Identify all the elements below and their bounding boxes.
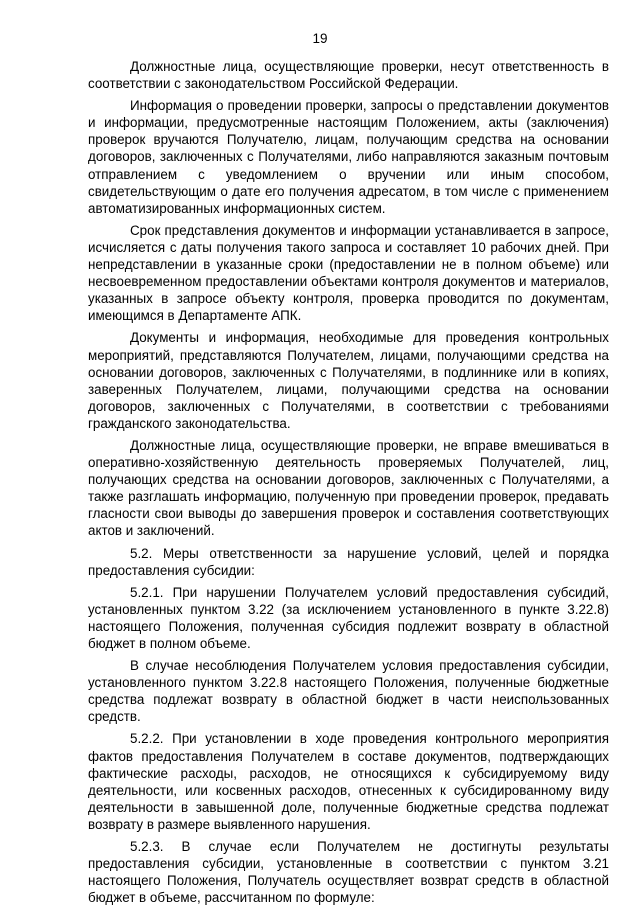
- paragraph-documents-for-control: Документы и информация, необходимые для проведения контрольных мероприятий, представляются Получателем, лицами, получающими средства на основании договоров, заключенных с Получателями, в подлиннике или в копиях, заверенных Получателем, лицами, получающими средства на основании договоров, заключенных с Получателями, в соответствии с требованиями гражданского законодательства.: [88, 330, 609, 431]
- document-body: [88, 58, 609, 911]
- paragraph-responsibility: Должностные лица, осуществляющие проверки, несут ответственность в соответствии с законодательством Российской Федерации.: [88, 59, 609, 92]
- paragraph-non-compliance-3-22-8: В случае несоблюдения Получателем условия предоставления субсидии, установленного пунктом 3.22.8 настоящего Положения, полученные бюджетные средства подлежат возврату в областной бюджет в части неиспользованных средств.: [88, 658, 609, 725]
- paragraph-inspection-info-delivery: Информация о проведении проверки, запросы о представлении документов и информации, предусмотренные настоящим Положением, акты (заключения) проверок вручаются Получателю, лицам, получающим средства на основании договоров, заключенных с Получателями, либо направляются заказным почтовым отправлением с уведомлением о вручении или иным способом, свидетельствующим о дате его получения адресатом, в том числе с применением автоматизированных информационных систем.: [88, 98, 609, 216]
- paragraph-section-5-2-2: 5.2.2. При установлении в ходе проведения контрольного мероприятия фактов предоставления Получателем в составе документов, подтверждающих фактические расходы, расходов, не относящихся к субсидируемому виду деятельности, или косвенных расходов, отнесенных к субсидированному виду деятельности в завышенной доле, полученные бюджетные средства подлежат возврату в размере выявленного нарушения.: [88, 731, 609, 832]
- paragraph-officials-restrictions: Должностные лица, осуществляющие проверки, не вправе вмешиваться в оперативно-хозяйственную деятельность проверяемых Получателей, лиц, получающих средства на основании договоров, заключенных с Получателями, а также разглашать информацию, полученную при проведении проверок, предавать гласности свои выводы до завершения проверок и составления соответствующих актов и заключений.: [88, 437, 609, 539]
- paragraph-document-submission-deadline: Срок представления документов и информации устанавливается в запросе, исчисляется с даты получения такого запроса и составляет 10 рабочих дней. При непредставлении в указанные сроки (предоставлении не в полном объеме) или несвоевременном предоставлении объектами контроля документов и материалов, указанных в запросе объекту контроля, проверка проводится по документам, имеющимся в Департаменте АПК.: [88, 222, 609, 324]
- paragraph-section-5-2-1: 5.2.1. При нарушении Получателем условий предоставления субсидий, установленных пунктом 3.22 (за исключением установленного в пункте 3.22.8) настоящего Положения, полученная субсидия подлежит возврату в областной бюджет в полном объеме.: [88, 584, 609, 651]
- page-number: 19: [312, 31, 328, 46]
- paragraph-section-5-2-3: 5.2.3. В случае если Получателем не достигнуты результаты предоставления субсидии, установленные в соответствии с пунктом 3.21 настоящего Положения, Получатель осуществляет возврат средств в областной бюджет в объеме, рассчитанном по формуле:: [88, 839, 609, 906]
- paragraph-section-5-2: 5.2. Меры ответственности за нарушение условий, целей и порядка предоставления субсидии:: [88, 545, 609, 578]
